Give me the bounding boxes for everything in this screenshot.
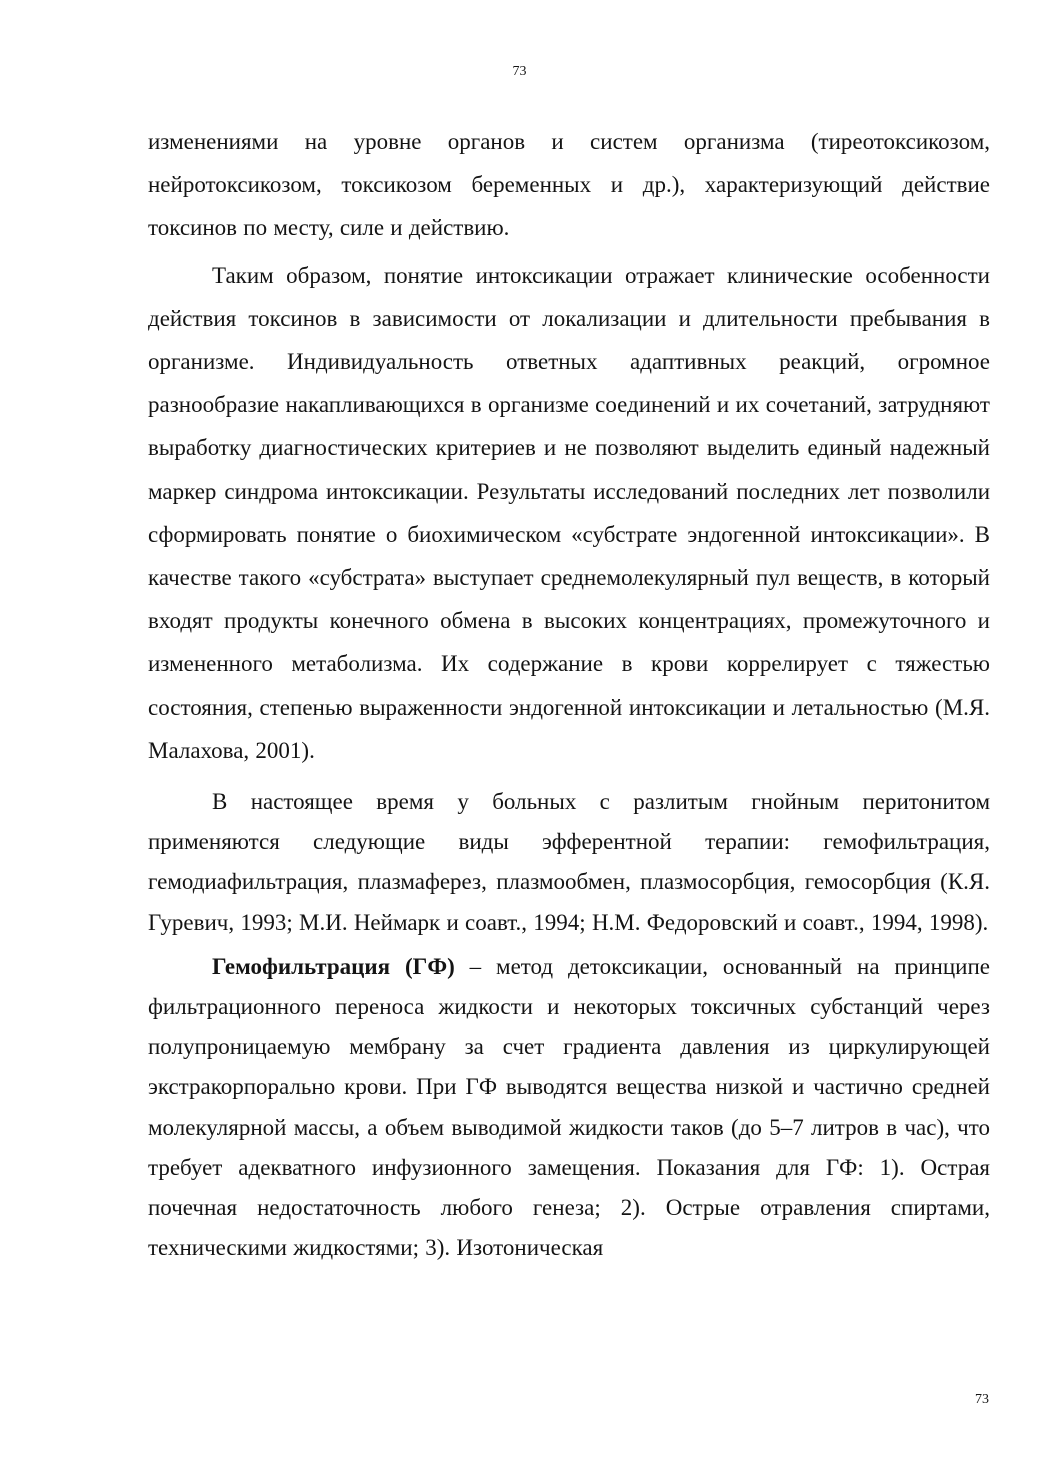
page-number-top: 73 xyxy=(512,64,527,79)
paragraph-intoxication: Таким образом, понятие интоксикации отражает клинические особенности действия токсинов в зависимости от локализации и длительности пребывания в организме. Индивидуальность ответных адаптивных реакций, огромное разнообразие накапливающихся в организме соединений и их сочетаний, затрудняют выработку диагностических критериев и не позволяют выделить единый надежный маркер синдрома интоксикации. Результаты исследований последних лет позволили сформировать понятие о биохимическом «субстрате эндогенной интоксикации». В качестве такого «субстрата» выступает среднемолекулярный пул веществ, в который входят продукты конечного обмена в высоких концентрациях, промежуточного и измененного метаболизма. Их содержание в крови коррелирует с тяжестью состояния, степенью выраженности эндогенной интоксикации и летальностью (М.Я. Малахова, 2001). xyxy=(148,262,990,763)
paragraph-hemofiltration xyxy=(148,947,990,1269)
paragraph-continuation: изменениями на уровне органов и систем организма (тиреотоксикозом, нейротоксикозом, токсикозом беременных и др.), характеризующий действие токсинов по месту, силе и действию. xyxy=(148,129,990,241)
document-body xyxy=(148,120,990,1268)
hemofiltration-definition: – метод детоксикации, основанный на принципе фильтрационного переноса жидкости и некоторых токсичных субстанций через полупроницаемую мембрану за счет градиента давления из циркулирующей экстракорпорально крови. При ГФ выводятся вещества низкой и частично средней молекулярной массы, а объем выводимой жидкости таков (до 5–7 литров в час), что требует адекватного инфузионного замещения. Показания для ГФ: 1). Острая почечная недостаточность любого генеза; 2). Острые отравления спиртами, техническими жидкостями; 3). Изотоническая xyxy=(148,953,990,1261)
page-number-bottom: 73 xyxy=(975,1392,989,1407)
hemofiltration-term: Гемофильтрация (ГФ) xyxy=(212,953,455,979)
paragraph-efferent-therapy: В настоящее время у больных с разлитым гнойным перитонитом применяются следующие виды эфферентной терапии: гемофильтрация, гемодиафильтрация, плазмаферез, плазмообмен, плазмосорбция, гемосорбция (К.Я. Гуревич, 1993; М.И. Неймарк и соавт., 1994; Н.М. Федоровский и соавт., 1994, 1998). xyxy=(148,789,990,935)
